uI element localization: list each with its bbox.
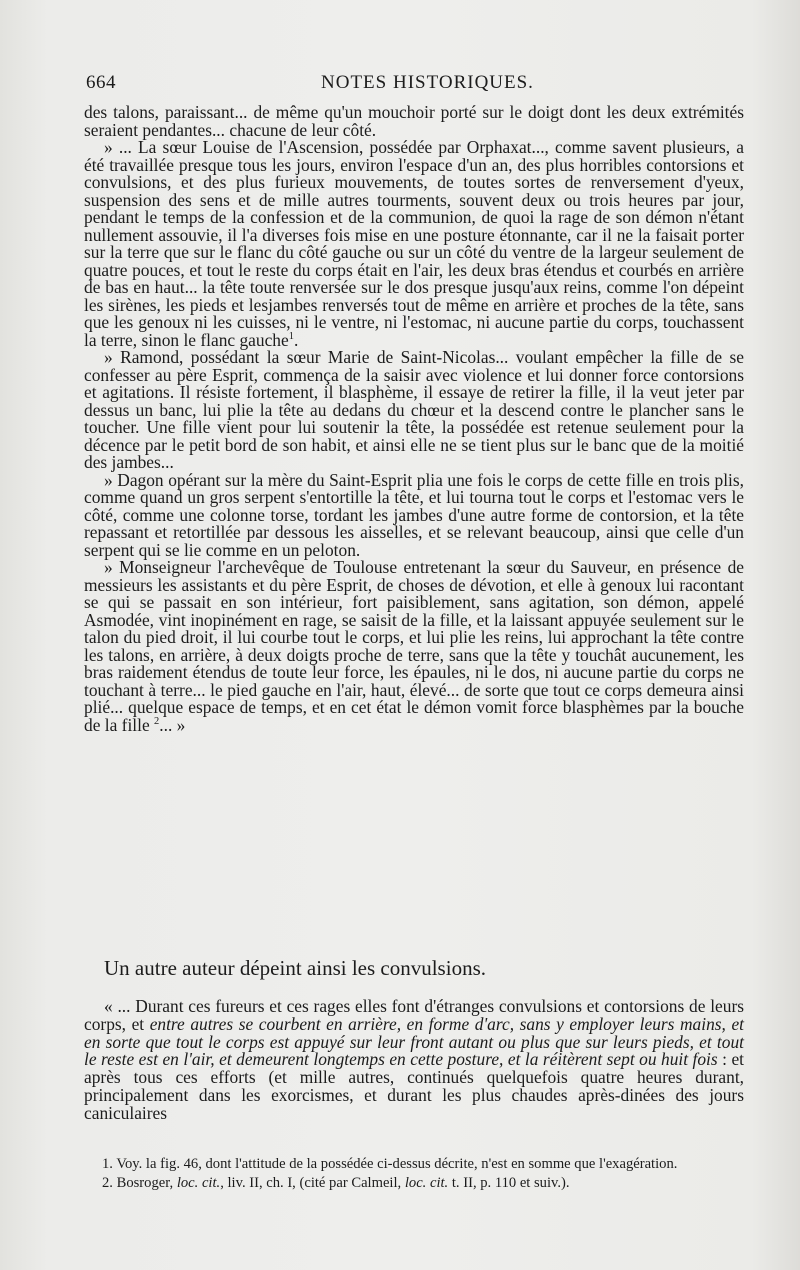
footnote-2 bbox=[84, 1175, 744, 1191]
footnote-text: t. II, p. 110 et suiv.). bbox=[448, 1175, 570, 1191]
footnote-emphasis: loc. cit. bbox=[404, 1175, 449, 1191]
footnote-text: , liv. II, ch. I, (cité par Calmeil, bbox=[220, 1175, 405, 1191]
block-quote bbox=[84, 998, 744, 1123]
footnotes bbox=[84, 1156, 744, 1194]
page-header bbox=[86, 72, 738, 98]
footnote-text: 2. Bosroger, bbox=[102, 1175, 177, 1191]
paragraph-text: » ... La sœur Louise de l'Ascension, possédée par Orphaxat..., comme savent plusieurs, a été travaillée presque tous les jours, environ l'espace d'un an, des plus horribles contorsions et convulsions, et des plus furieux mouvements, de toutes sortes de renversement d'yeux, suspension des sens et de mille autres tourments, souvent deux ou trois heures par jour, pendant le temps de la confession et de la communion, de quoi la rage de son démon n'étant nullement assouvie, il l'a diverses fois mise en une posture étonnante, car il ne la faisait porter sur la terre que sur le flanc du côté gauche ou sur un côté du ventre de la largeur seulement de quatre pouces, et tout le reste du corps était en l'air, les deux bras étendus et courbés en arrière de bas en haut... la tête toute renversée sur le dos presque jusqu'aux reins, comme l'on dépeint les sirènes, les pieds et lesjambes renversés tout de même en arrière et proches de la tête, sans que les genoux ni les cuisses, ni le ventre, ni l'estomac, ni aucune partie du corps, touchassent la terre, sinon le flanc gauche bbox=[84, 137, 744, 350]
paragraph-text: » Monseigneur l'archevêque de Toulouse entretenant la sœur du Sauveur, en présence de messieurs les assistants et du père Esprit, de choses de dévotion, et elle à genoux lui racontant se qui se passait en son intérieur, fort paisiblement, sans agitation, son démon, appelé Asmodée, vint inopinément en rage, se saisit de la fille, et la laissant appuyée seulement sur le talon du pied droit, il lui courbe tout le corps, et lui plie les reins, lui approchant la tête contre les talons, en arrière, à deux doigts proche de terre, sans que la tête y touchât aucunement, les bras raidement étendus de toute leur force, les épaules, ni le dos, ni aucune partie du corps ne touchant à terre... le pied gauche en l'air, haut, élevé... de sorte que tout ce corps demeura ainsi plié... quelque espace de temps, et en cet état le démon vomit force blasphèmes par la bouche de la fille bbox=[84, 557, 744, 735]
footnote-1: 1. Voy. la fig. 46, dont l'attitude de la possédée ci-dessus décrite, n'est en somme que l'exagération. bbox=[102, 1156, 678, 1172]
running-title: NOTES HISTORIQUES. bbox=[321, 72, 534, 93]
footnote-ref: 1 bbox=[288, 330, 294, 342]
paragraph: » Ramond, possédant la sœur Marie de Saint-Nicolas... voulant empêcher la fille de se confesser au père Esprit, commença de la saisir avec violence et lui donner force contorsions et agitations. Il résiste fortement, il blasphème, il essaye de retirer la fille, il la veut jeter par dessus un banc, lui plie la tête au dedans du chœur et la descend contre le plancher sans le toucher. Une fille vient pour lui soutenir la tête, la possédée est retenue seulement pour la décence par le petit bord de son habit, et ainsi elle ne se tient plus sur le banc que de la moitié des jambes... bbox=[84, 347, 744, 472]
paragraph bbox=[84, 559, 744, 734]
quote-emphasis: entre autres se courbent en arrière, en forme d'arc, sans y employer leurs mains, et en sorte que tout le corps est appuyé sur leur front autant ou plus que sur leurs pieds, et tout le reste est en l'air, et demeurent longtemps en cette posture, et la réitèrent sept ou huit fois bbox=[84, 1013, 744, 1070]
paragraph: » ... La sœur Louise de l'Ascension, possédée par Orphaxat..., comme savent plusieurs, a été travaillée presque tous les jours, environ l'espace d'un an, des plus horribles contorsions et convulsions, et des plus furieux mouvements, de toutes sortes de renversement d'yeux, suspension des sens et de mille autres tourments, souvent deux ou trois heures par jour, pendant le temps de la confession et de la communion, de quoi la rage de son démon n'étant nullement assouvie, il l'a diverses fois mise en une posture étonnante, car il ne la faisait porter sur la terre que sur le flanc du côté gauche ou sur un côté du ventre de la largeur seulement de quatre pouces, et tout le reste du corps était en l'air, les deux bras étendus et courbés en arrière de bas en haut... la tête toute renversée sur le dos presque jusqu'aux reins, comme l'on dépeint les sirènes, les pieds et lesjambes renversés tout de même en arrière et proches de la tête, sans que les genoux ni les cuisses, ni le ventre, ni l'estomac, ni aucune partie du corps, touchassent la terre, sinon le flanc gauche$^1$. bbox=[84, 137, 744, 350]
body-text bbox=[84, 104, 744, 734]
paragraph: » Dagon opérant sur la mère du Saint-Esprit plia une fois le corps de cette fille en trois plis, comme quand un gros serpent s'entortille la tête, et lui tourna tout le corps et l'estomac vers le côté, comme une colonne torse, tordant les jambes d'une autre forme de contorsion, et la tête repassant et retortillée par dessous les aisselles, et se relevant beaucoup, ainsi que celle d'un serpent qui se lie comme en un peloton. bbox=[84, 469, 744, 560]
paragraph: des talons, paraissant... de même qu'un mouchoir porté sur le doigt dont les deux extrémités seraient pendantes... chacune de leur côté. bbox=[84, 102, 744, 140]
page-number: 664 bbox=[86, 72, 116, 93]
section-intro: Un autre auteur dépeint ainsi les convulsions. bbox=[104, 956, 486, 980]
quote-text: : et après tous ces efforts (et mille autres, continués quelquefois quatre heures durant, principalement dans les exorcismes, et durant les plus chaudes après-dinées des jours caniculaires bbox=[84, 1049, 744, 1123]
footnote-ref: 2 bbox=[154, 715, 160, 727]
quote-text: « ... Durant ces fureurs et ces rages elles font d'étranges convulsions et contorsions de leurs corps, et bbox=[84, 996, 744, 1034]
quote-close: ... » bbox=[159, 714, 186, 735]
footnote-emphasis: loc. cit. bbox=[176, 1175, 221, 1191]
